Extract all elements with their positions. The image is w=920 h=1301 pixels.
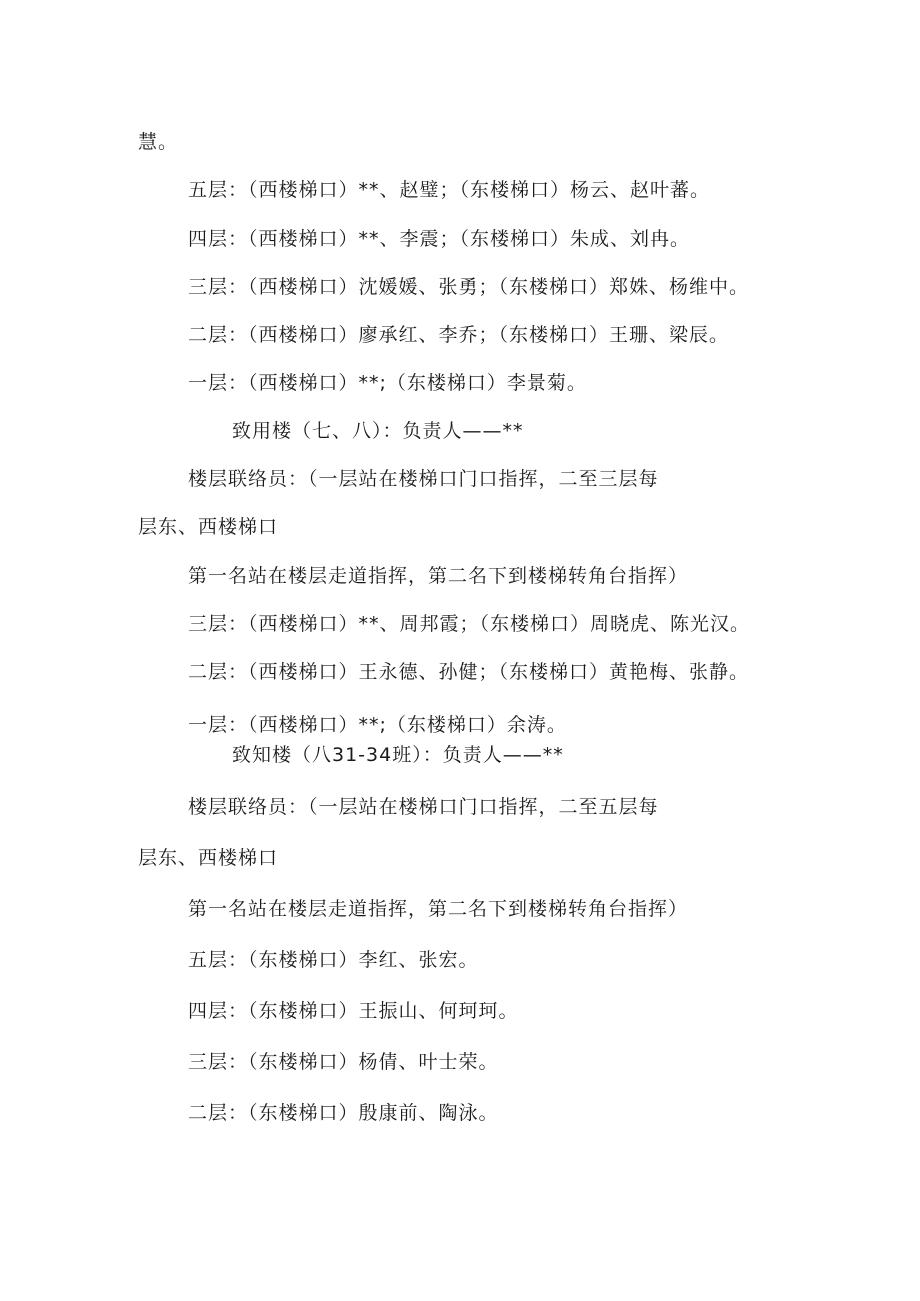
text-line-zhizhi-floor2: 二层：（东楼梯口）殷康前、陶泳。 — [188, 1102, 499, 1124]
text-line-zhizhi-floor3: 三层：（东楼梯口）杨倩、叶士荣。 — [188, 1051, 499, 1073]
text-line-liaison-detail: 第一名站在楼层走道指挥，第二名下到楼梯转角台指挥） — [188, 565, 689, 587]
text-line-liaison-cont-2: 层东、西楼梯口 — [138, 847, 279, 869]
text-line-zhiyuan-floor3: 三层：（西楼梯口）沈媛媛、张勇；（东楼梯口）郑姝、杨维中。 — [188, 276, 750, 298]
text-line-continuation: 慧。 — [138, 131, 179, 153]
text-line-zhiyuan-floor4: 四层：（西楼梯口）**、李震；（东楼梯口）朱成、刘冉。 — [188, 228, 691, 250]
heading-zhizhi-building: 致知楼（八31-34班）：负责人——** — [232, 744, 564, 766]
text-line-liaison-detail-2: 第一名站在楼层走道指挥，第二名下到楼梯转角台指挥） — [188, 898, 689, 920]
text-line-zhiyong-floor3: 三层：（西楼梯口）**、周邦霞；（东楼梯口）周晓虎、陈光汉。 — [188, 613, 751, 635]
text-line-zhiyong-floor1: 一层：（西楼梯口）**;（东楼梯口）余涛。 — [188, 714, 567, 736]
text-line-liaison-intro-2: 楼层联络员：（一层站在楼梯口门口指挥，二至五层每 — [188, 796, 659, 818]
text-line-liaison-intro: 楼层联络员：（一层站在楼梯口门口指挥，二至三层每 — [188, 468, 659, 490]
text-line-zhizhi-floor4: 四层：（东楼梯口）王振山、何珂珂。 — [188, 1000, 519, 1022]
text-line-zhiyuan-floor2: 二层：（西楼梯口）廖承红、李乔；（东楼梯口）王珊、梁辰。 — [188, 324, 730, 346]
text-line-zhiyuan-floor1: 一层：（西楼梯口）**;（东楼梯口）李景菊。 — [188, 372, 587, 394]
heading-zhiyong-building: 致用楼（七、八）：负责人——** — [232, 420, 524, 442]
text-line-zhiyuan-floor5: 五层：（西楼梯口）**、赵璧；（东楼梯口）杨云、赵叶蕃。 — [188, 179, 711, 201]
text-line-liaison-cont: 层东、西楼梯口 — [138, 516, 279, 538]
text-line-zhiyong-floor2: 二层：（西楼梯口）王永德、孙健；（东楼梯口）黄艳梅、张静。 — [188, 661, 750, 683]
text-line-zhizhi-floor5: 五层：（东楼梯口）李红、张宏。 — [188, 949, 479, 971]
